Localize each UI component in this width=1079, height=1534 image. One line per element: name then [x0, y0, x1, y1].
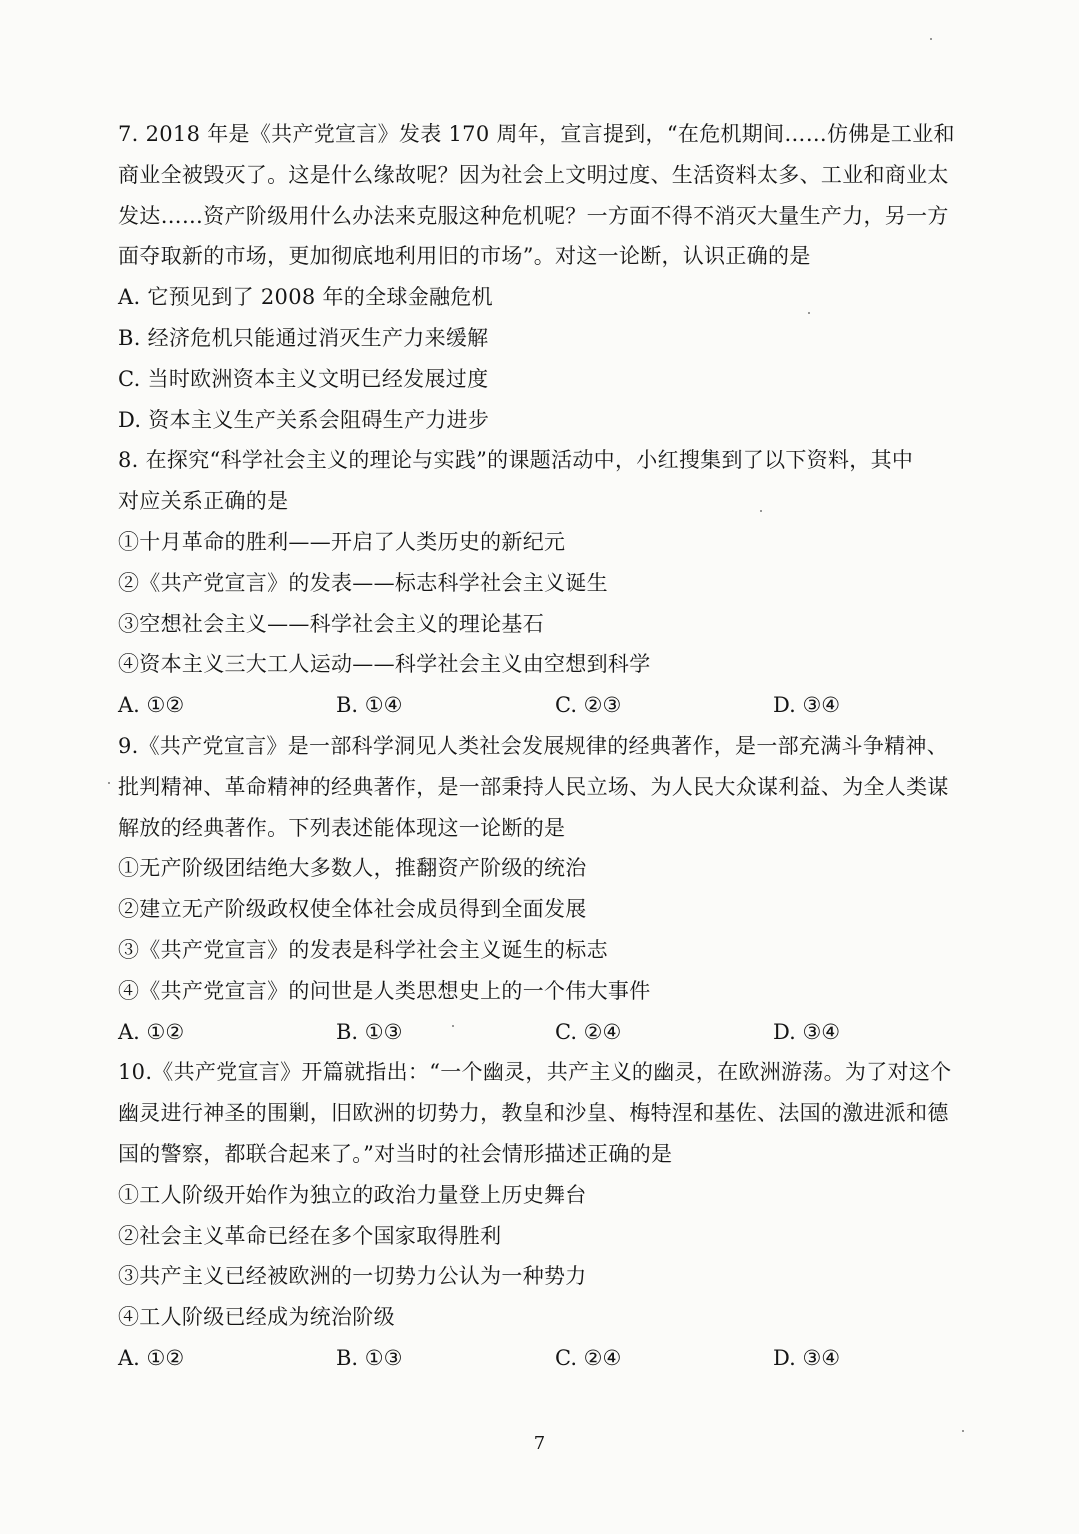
question-10-choice-b: B. ①③	[336, 1345, 403, 1370]
question-10-choice-c: C. ②④	[555, 1345, 622, 1370]
question-8	[118, 440, 988, 726]
question-9-choice-c: C. ②④	[555, 1019, 622, 1044]
question-9-stem-line: 解放的经典著作。下列表述能体现这一论断的是	[118, 815, 566, 840]
question-10-stem-line: 国的警察，都联合起来了。”对当时的社会情形描述正确的是	[118, 1141, 673, 1166]
page-number: 7	[533, 1433, 546, 1454]
question-8-item-1: ①十月革命的胜利——开启了人类历史的新纪元	[118, 529, 566, 554]
question-9-choices	[118, 1012, 988, 1053]
question-8-stem-line: 8. 在探究“科学社会主义的理论与实践”的课题活动中，小红搜集到了以下资料，其中	[118, 448, 914, 473]
question-8-choices	[118, 685, 988, 726]
scan-speck	[962, 1430, 964, 1432]
question-8-choice-b: B. ①④	[336, 693, 403, 718]
question-9-stem-line: 批判精神、革命精神的经典著作，是一部秉持人民立场、为人民大众谋利益、为全人类谋	[118, 774, 949, 799]
scan-speck	[760, 510, 762, 512]
question-10-item-4: ④工人阶级已经成为统治阶级	[118, 1305, 395, 1330]
question-7-stem-line: 面夺取新的市场，更加彻底地利用旧的市场”。对这一论断，认识正确的是	[118, 244, 811, 269]
question-10-item-2: ②社会主义革命已经在多个国家取得胜利	[118, 1223, 502, 1248]
question-9-item-1: ①无产阶级团结绝大多数人，推翻资产阶级的统治	[118, 856, 587, 881]
scan-speck	[108, 782, 110, 784]
question-10	[118, 1052, 988, 1378]
scan-speck	[452, 1025, 454, 1027]
scan-speck	[930, 38, 932, 40]
question-10-choice-d: D. ③④	[773, 1345, 841, 1370]
question-9	[118, 726, 988, 1052]
scan-speck	[808, 312, 810, 314]
question-10-stem-line: 幽灵进行神圣的围剿，旧欧洲的切势力，教皇和沙皇、梅特涅和基佐、法国的激进派和德	[118, 1101, 949, 1126]
question-10-choices	[118, 1338, 988, 1379]
question-9-choice-d: D. ③④	[773, 1019, 841, 1044]
question-7-option-c: C. 当时欧洲资本主义文明已经发展过度	[118, 366, 489, 391]
question-8-choice-c: C. ②③	[555, 693, 622, 718]
question-9-item-2: ②建立无产阶级政权使全体社会成员得到全面发展	[118, 897, 587, 922]
question-7-stem-line: 商业全被毁灭了。这是什么缘故呢？因为社会上文明过度、生活资料太多、工业和商业太	[118, 162, 949, 187]
question-9-choice-b: B. ①③	[336, 1019, 403, 1044]
question-8-choice-a: A. ①②	[118, 693, 185, 718]
question-8-choice-d: D. ③④	[773, 693, 841, 718]
question-7-stem-line: 7. 2018 年是《共产党宣言》发表 170 周年，宣言提到，“在危机期间……仿佛是工业和	[118, 122, 955, 146]
question-10-choice-a: A. ①②	[118, 1345, 185, 1370]
question-10-item-3: ③共产主义已经被欧洲的一切势力公认为一种势力	[118, 1264, 587, 1289]
question-8-item-4: ④资本主义三大工人运动——科学社会主义由空想到科学	[118, 652, 651, 677]
question-9-stem-line: 9.《共产党宣言》是一部科学洞见人类社会发展规律的经典著作，是一部充满斗争精神、	[118, 733, 949, 758]
question-8-item-2: ②《共产党宣言》的发表——标志科学社会主义诞生	[118, 570, 608, 595]
question-7-option-a: A. 它预见到了 2008 年的全球金融危机	[118, 285, 493, 310]
question-8-stem-line: 对应关系正确的是	[118, 489, 289, 514]
question-9-item-4: ④《共产党宣言》的问世是人类思想史上的一个伟大事件	[118, 978, 651, 1003]
question-9-choice-a: A. ①②	[118, 1019, 185, 1044]
question-7-option-b: B. 经济危机只能通过消灭生产力来缓解	[118, 325, 489, 350]
question-9-item-3: ③《共产党宣言》的发表是科学社会主义诞生的标志	[118, 937, 608, 962]
question-7-option-d: D. 资本主义生产关系会阻碍生产力进步	[118, 407, 490, 432]
exam-page	[118, 114, 988, 1379]
question-10-item-1: ①工人阶级开始作为独立的政治力量登上历史舞台	[118, 1182, 587, 1207]
question-10-stem-line: 10.《共产党宣言》开篇就指出：“一个幽灵，共产主义的幽灵，在欧洲游荡。为了对这个	[118, 1060, 952, 1085]
question-7-stem-line: 发达……资产阶级用什么办法来克服这种危机呢？一方面不得不消灭大量生产力，另一方	[118, 203, 949, 228]
question-8-item-3: ③空想社会主义——科学社会主义的理论基石	[118, 611, 544, 636]
question-7	[118, 114, 988, 440]
